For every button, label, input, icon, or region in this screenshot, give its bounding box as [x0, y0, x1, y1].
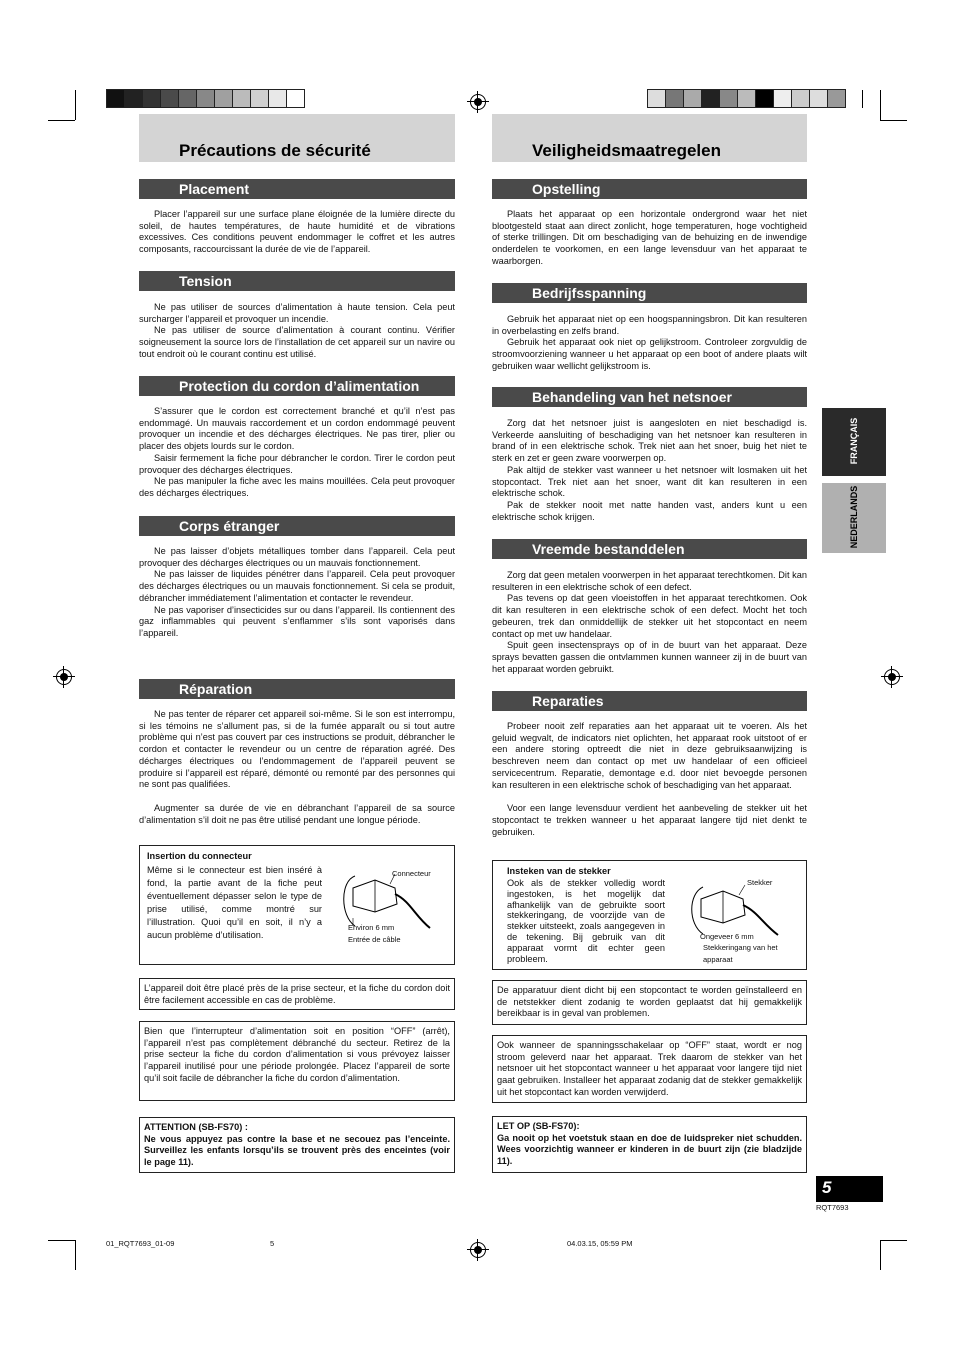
section-heading: Bedrijfsspanning — [492, 283, 807, 303]
note-text: Même si le connecteur est bien inséré à fond, la partie avant de la fiche peut éventuellement dépasser selon le type de prise utilisé, comme montré sur l’illustration. Quoi qu’il en soit, il n’y a aucun problème d’utilisation. — [147, 865, 322, 940]
color-swatch — [143, 90, 161, 107]
color-swatch — [215, 90, 233, 107]
crop-mark — [75, 90, 76, 120]
label-connector: Connecteur — [392, 869, 431, 878]
section-body: Placer l’appareil sur une surface plane éloignée de la lumière directe du soleil, de hautes températures, de haute humidité et de vibrations excessives. Ces conditions peuvent endommager le coffret et les autres composants, raccourcissant la durée de vie de l’appareil. — [139, 209, 455, 255]
crop-mark — [880, 1240, 881, 1270]
connector-note-box — [139, 845, 455, 965]
warning-text: Ga nooit op het voetstuk staan en doe de luidspreker niet schudden. Wees voorzichtig wanneer er kinderen in de buurt zijn (zie bladzijde 11). — [497, 1132, 802, 1167]
nl-title-box — [492, 114, 807, 162]
section-body: Plaats het apparaat op een horizontale ondergrond waar het niet blootgesteld staat aan direct zonlicht, hoge temperaturen, hoge vochtigheid of sterke trillingen. Dit om beschadiging van de behuizing en de inwendige onderdelen te voorkomen, en een lange levensduur van het apparaat te waarborgen. — [492, 209, 807, 266]
section-body: Ne pas utiliser de sources d’alimentation à haute tension. Cela peut surcharger l’appareil et provoquer un incendie. Ne pas utiliser de source d’alimentation à courant continu. Vérifier soigneusement la source lors de l’installation de cet appareil sur un navire ou tout endroit où le courant continu est utilisé. — [139, 302, 455, 359]
warning-box — [492, 1116, 807, 1173]
color-swatch — [828, 90, 845, 107]
color-swatch — [233, 90, 251, 107]
crop-mark — [75, 1240, 76, 1270]
color-swatch — [107, 90, 125, 107]
note-box: De apparatuur dient dicht bij een stopcontact te worden geïnstalleerd en de netstekker dient zodanig te worden geplaatst dat hij gemakkelijk bereikbaar is in geval van problemen. — [492, 980, 807, 1025]
section-heading: Protection du cordon d’alimentation — [139, 376, 455, 396]
section-heading: Opstelling — [492, 179, 807, 199]
section-body: Ne pas laisser d’objets métalliques tomber dans l’appareil. Cela peut provoquer des décharges électriques ou un mauvais fonctionnement. Ne pas laisser de liquides pénétrer dans l’appareil. Cela peut provoquer des décharges électriques ou un mauvais fonctionnement. Si cela se produit, débrancher immédiatement l’alimentation et contacter le revendeur. Ne pas vaporiser d’insecticides sur ou dans l’appareil. Ils contiennent des gaz inflammables qui peuvent s’enflammer s’ils sont vaporisés dans l’appareil. — [139, 546, 455, 638]
color-swatch — [720, 90, 738, 107]
registration-mark-icon — [470, 1242, 486, 1258]
registration-mark-icon — [56, 669, 72, 685]
section-heading: Réparation — [139, 679, 455, 699]
color-swatch — [684, 90, 702, 107]
doc-code: RQT7693 — [816, 1203, 849, 1212]
label-approx: Environ 6 mm — [348, 923, 395, 932]
color-swatch — [738, 90, 756, 107]
crop-mark — [862, 90, 863, 108]
color-swatch — [179, 90, 197, 107]
warning-box — [139, 1117, 455, 1173]
color-swatch — [774, 90, 792, 107]
page-number-badge — [816, 1176, 883, 1202]
label-approx: Ongeveer 6 mm — [700, 932, 754, 941]
footer-file: 01_RQT7693_01-09 — [106, 1239, 175, 1248]
color-swatch — [666, 90, 684, 107]
warning-title: LET OP (SB-FS70): — [497, 1121, 580, 1131]
note-box: L’appareil doit être placé près de la prise secteur, et la fiche du cordon doit être facilement accessible en cas de problème. — [139, 978, 455, 1010]
section-body: Zorg dat geen metalen voorwerpen in het apparaat terechtkomen. Dit kan resulteren in een elektrische schok of een defect. Pas tevens op dat geen vloeistoffen in het apparaat terechtkomen. Ook dit kan resulteren in een elektrische schok of een defect. Mocht het toch gebeuren, trek dan onmiddellijk de stekker uit het stopcontact en neem contact op met uw handelaar. Spuit geen insectensprays op of in de buurt van het apparaat. Deze sprays bevatten gassen die ontvlammen kunnen wanneer zij in de buurt van het apparaat worden gebruikt. — [492, 570, 807, 674]
color-swatch — [756, 90, 774, 107]
color-bar-right — [647, 89, 846, 108]
note-title: Insertion du connecteur — [147, 851, 252, 861]
plug-note-box — [492, 860, 807, 970]
label-entry: Stekkeringang van het apparaat — [703, 943, 778, 964]
warning-text: Ne vous appuyez pas contre la base et ne secouez pas l’enceinte. Surveillez les enfants lorsqu’ils se trouvent près des enceintes (voir le page 11). — [144, 1133, 450, 1168]
section-heading: Placement — [139, 179, 455, 199]
section-body: Ne pas tenter de réparer cet appareil soi-même. Si le son est interrompu, si les témoins ne s’allument pas, si de la fumée apparaît ou si tout autre problème qui n’est pas couvert par ces instructions se produit, débrancher le cordon et contacter le revendeur ou un centre de réparation agréé. Des décharges électriques ou l’endommagement de l’appareil peuvent se produire si l’appareil est réparé, démonté ou remonté par des personnes qui ne sont pas qualifiées. Augmenter sa durée de vie en débranchant l’appareil de sa source d’alimentation s’il doit ne pas être utilisé pendant une longue période. — [139, 709, 455, 825]
color-swatch — [125, 90, 143, 107]
color-bar-left — [106, 89, 305, 108]
footer-timestamp: 04.03.15, 05:59 PM — [567, 1239, 633, 1248]
crop-mark — [880, 90, 881, 120]
color-swatch — [792, 90, 810, 107]
color-swatch — [287, 90, 304, 107]
section-body: Gebruik het apparaat niet op een hoogspanningsbron. Dit kan resulteren in overbelasting en zelfs brand. Gebruik het apparaat ook niet op gelijkstroom. Controleer zorgvuldig de stroomvoorziening wanneer u het apparaat op een boot of andere plaats wilt gebruiken waar wellicht gelijkstroom is. — [492, 314, 807, 371]
section-heading: Corps étranger — [139, 516, 455, 536]
crop-mark — [48, 120, 75, 121]
section-heading: Reparaties — [492, 691, 807, 711]
color-swatch — [702, 90, 720, 107]
section-heading: Behandeling van het netsnoer — [492, 387, 807, 407]
label-entry: Entrée de câble — [348, 935, 401, 944]
tab-nederlands: NEDERLANDS — [822, 483, 886, 553]
registration-mark-icon — [884, 669, 900, 685]
page-number: 5 — [822, 1178, 832, 1197]
color-swatch — [161, 90, 179, 107]
color-swatch — [197, 90, 215, 107]
color-swatch — [648, 90, 666, 107]
section-body: Probeer nooit zelf reparaties aan het apparaat uit te voeren. Als het geluid wegvalt, de indicators niet oplichten, het apparaat rook uitstoot of er een andere storing optreedt die niet in deze gebruiksaanwijzing is beschreven neem dan contact op met uw handelaar of een officieel servicecentrum. Reparatie, demontage e.d. door niet bevoegde personen kan resulteren in een elektrische schok of beschadiging van het apparaat. Voor een lange levensduur verdient het aanbeveling de stekker uit het stopcontact te trekken wanneer u het apparaat langere tijd niet denkt te gebruiken. — [492, 721, 807, 837]
section-body: Zorg dat het netsnoer juist is aangesloten en niet beschadigd is. Verkeerde aansluiting of beschadiging van het netsnoer kan resulteren in brand of in een elektrische schok. Trek niet aan het snoer, buig het niet te sterk en zet er geen zware voorwerpen op. Pak altijd de stekker vast wanneer u het netsnoer wilt losmaken uit het stopcontact. Trek niet aan het snoer, want dit kan resulteren in een elektrische schok. Pak de stekker nooit met natte handen vast, anders kunt u een elektrische schok krijgen. — [492, 418, 807, 522]
note-text: Ook als de stekker volledig wordt ingestoken, is het mogelijk dat afhankelijk van de gebruikte soort stekkeringang, de voorzijde van de stekker uitsteekt, zoals aangegeven in de tekening. Bij gebruik van dit apparaat vormt dit echter geen probleem. — [507, 878, 665, 964]
warning-title: ATTENTION (SB-FS70) : — [144, 1122, 248, 1132]
fr-title-box — [139, 114, 455, 162]
tab-francais: FRANÇAIS — [822, 408, 886, 476]
registration-mark-icon — [470, 94, 486, 110]
color-swatch — [269, 90, 287, 107]
label-plug: Stekker — [747, 878, 773, 887]
crop-mark — [880, 1240, 907, 1241]
section-heading: Vreemde bestanddelen — [492, 539, 807, 559]
crop-mark — [48, 1240, 75, 1241]
note-box: Ook wanneer de spanningsschakelaar op “OFF” staat, wordt er nog stroom geleverd naar het apparaat. Trek daarom de stekker van het netsnoer uit het stopcontact wanneer u het apparaat voor langere tijd niet gaat gebruiken. Installeer het apparaat zodanig dat de stekker gemakkelijk uit het stopcontact kan worden verwijderd. — [492, 1035, 807, 1103]
section-heading: Tension — [139, 271, 455, 291]
page-title-nl: Veiligheidsmaatregelen — [532, 141, 721, 160]
footer-page: 5 — [270, 1239, 275, 1248]
note-title: Insteken van de stekker — [507, 866, 611, 876]
page-title-fr: Précautions de sécurité — [179, 141, 371, 160]
color-swatch — [251, 90, 269, 107]
color-swatch — [810, 90, 828, 107]
note-box: Bien que l’interrupteur d’alimentation soit en position “OFF” (arrêt), l’appareil n’est pas complètement débranché du secteur. Retirez de la prise secteur la fiche du cordon d’alimentation si vous prévoyez laisser l’appareil inutilisé pour une période prolongée. Placez l’appareil de sorte qu’il soit facile de débrancher la fiche du cordon d’alimentation. — [139, 1021, 455, 1101]
section-body: S’assurer que le cordon est correctement branché et qu’il n’est pas endommagé. Un mauvais raccordement et un cordon endommagé peuvent provoquer un incendie et des décharges électriques. Ne pas tirer, plier ou placer des objets lourds sur le cordon. Saisir fermement la fiche pour débrancher le cordon. Tirer le cordon peut provoquer des décharges électriques. Ne pas manipuler la fiche avec les mains mouillées. Cela peut provoquer des décharges électriques. — [139, 406, 455, 498]
crop-mark — [880, 120, 907, 121]
